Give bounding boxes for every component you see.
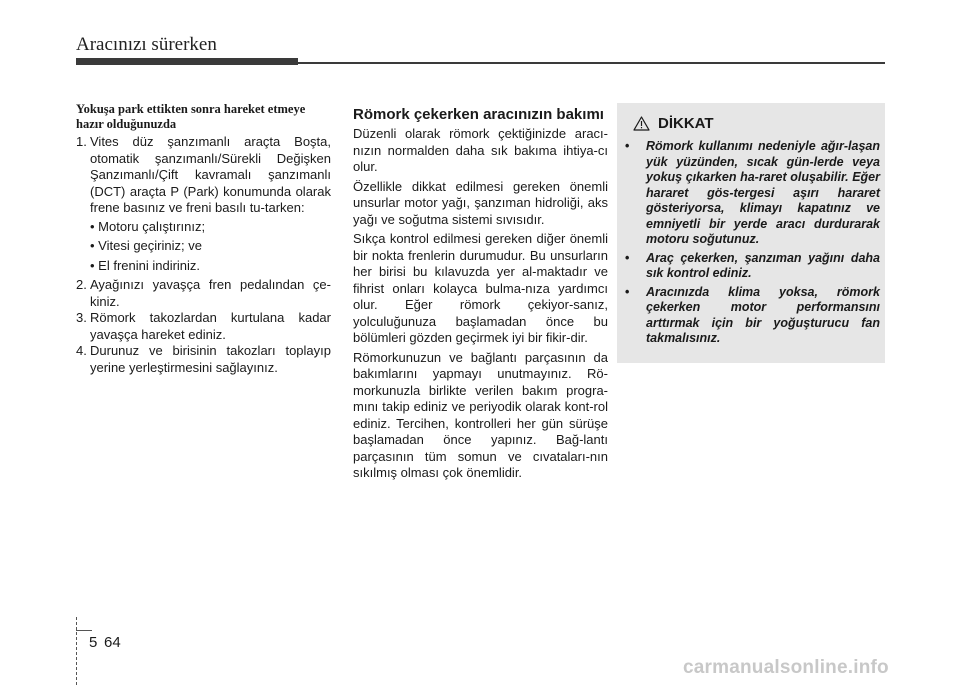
step-item (76, 310, 331, 343)
step-number: 2. (76, 277, 87, 292)
header-rule-thick (76, 58, 298, 65)
step-text: Römork takozlardan kurtulana kadar yavaşça hareket ediniz. (90, 310, 331, 342)
warning-item (625, 139, 880, 248)
step-text: Durunuz ve birisinin takozları toplayıp yerine yerleştirmesini sağlayınız. (90, 343, 331, 375)
watermark: carmanualsonline.info (683, 657, 889, 678)
step-item (76, 134, 331, 274)
paragraph: Özellikle dikkat edilmesi gereken önemli unsurlar motor yağı, şanzıman hidroliği, aks yağı ve soğutma sistemi sıvısıdır. (353, 178, 608, 227)
bullet: • (625, 139, 630, 153)
chapter-number: 5 (89, 634, 98, 651)
bullet: • (625, 284, 630, 299)
page-header-title: Aracınızı sürerken (76, 34, 217, 55)
step-subitems (90, 219, 331, 275)
warning-title-text: DİKKAT (658, 115, 714, 132)
step-item (76, 277, 331, 310)
middle-column (353, 102, 608, 485)
warning-box (617, 103, 885, 363)
warning-triangle-icon (633, 116, 650, 131)
warning-title (633, 115, 714, 132)
step-text: Vites düz şanzımanlı araçta Boşta, otomatik şanzımanlı/Sürekli Değişken Şanzımanlı/Çift kavramalı şanzımanlı (DCT) araçta P (Park) konumunda olarak frene basınız ve freni basılı tu-tarken: (90, 134, 331, 215)
page-number: 64 (104, 634, 121, 651)
warning-list (625, 139, 880, 350)
header-rule-thin (298, 62, 885, 64)
left-column (76, 102, 331, 376)
steps-list (76, 134, 331, 376)
left-subheading: Yokuşa park ettikten sonra hareket etmeye hazır olduğunuzda (76, 102, 306, 131)
warning-item (625, 251, 880, 282)
paragraph: Sıkça kontrol edilmesi gereken diğer önemli bir nokta frenlerin durumudur. Bu unsurların her birisi bu kılavuzda yer al-maktadır ve fihrist onları kolayca bulma-nıza yardımcı olur. Eğer römork çekiyor-sanız, yolculuğunuza başlamadan önce bu bölümleri gözden geçirmek iyi bir fikir-dir. (353, 231, 608, 345)
warning-item-text: Römork kullanımı nedeniyle ağır-laşan yük yüzünden, sıcak gün-lerde veya yokuş çıkarken ha-raret oluşabilir. Eğer hararet gös-tergesi aşırı hararet gösteriyorsa, klimayı kapatınız ve emniyetli bir yerde aracı durdurarak motoru soğutunuz. (646, 139, 880, 246)
step-subitem: • Motoru çalıştırınız; (90, 218, 206, 234)
warning-item (625, 285, 880, 347)
step-subitem: • El frenini indiriniz. (90, 257, 201, 273)
step-text: Ayağınızı yavaşça fren pedalından çe-kiniz. (90, 277, 331, 309)
warning-item-text: Araç çekerken, şanzıman yağını daha sık kontrol ediniz. (646, 250, 880, 280)
footer-horizontal-rule (76, 630, 92, 631)
step-number: 3. (76, 310, 87, 325)
step-subitem: • Vitesi geçiriniz; ve (90, 238, 202, 253)
step-number: 1. (76, 134, 87, 149)
warning-item-text: Aracınızda klima yoksa, römork çekerken motor performansını arttırmak için bir yoğuşturucu fan takmalısınız. (646, 284, 880, 345)
step-number: 4. (76, 343, 87, 358)
footer-vertical-rule (76, 617, 77, 685)
step-item (76, 343, 331, 376)
paragraph: Römorkunuzun ve bağlantı parçasının da bakımlarını yapmayı unutmayınız. Rö-morkunuzla birlikte verilen bakım progra-mını takip ediniz ve periyodik olarak kont-rol ediniz. Tercihen, kontrolleri her gün sürüşe başlamadan önce yapınız. Bağ-lantı parçasının tüm somun ve cıvataları-nın sıkılmış olması çok önemlidir. (353, 349, 608, 480)
bullet: • (625, 250, 630, 265)
paragraph: Düzenli olarak römork çektiğinizde aracı-nızın normalden daha sık bakıma ihtiya-cı olur. (353, 126, 608, 174)
section-title: Römork çekerken aracınızın bakımı (353, 106, 604, 123)
